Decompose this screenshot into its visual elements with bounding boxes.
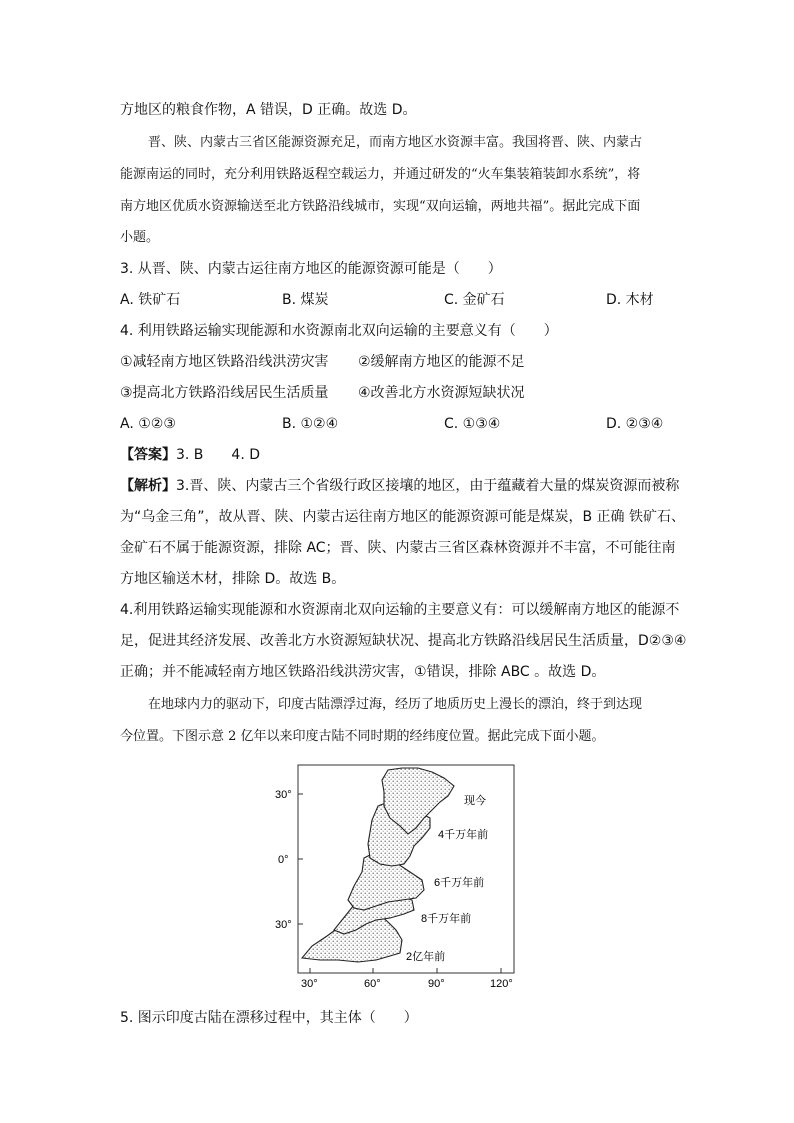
q4-item-2: ②缓解南方地区的能源不足 — [358, 354, 525, 370]
x-tick-label-1: 30° — [301, 978, 318, 990]
q4-item-4: ④改善北方水资源短缺状况 — [358, 385, 525, 401]
q3-option-d: D. 木材 — [606, 292, 654, 308]
analysis-line-3: 金矿石不属于能源资源，排除 AC；晋、陕、内蒙古三省区森林资源并不丰富，不可能往南 — [120, 540, 676, 556]
q3-option-a: A. 铁矿石 — [120, 292, 181, 308]
x-tick-label-3: 90° — [428, 978, 445, 990]
label-80ma: 8千万年前 — [421, 913, 472, 925]
x-tick-label-2: 60° — [364, 978, 381, 990]
y-tick-label-2: 0° — [278, 854, 289, 866]
passage1-line-2: 能源南运的同时，充分利用铁路返程空载运力，并通过研发的“火车集装箱装卸水系统”，将 — [120, 167, 641, 182]
answer-label: 【答案】 — [120, 447, 176, 463]
analysis-line-5: 4.利用铁路运输实现能源和水资源南北双向运输的主要意义有：可以缓解南方地区的能源不 — [120, 602, 680, 618]
y-tick-label-1: 30° — [275, 789, 292, 801]
q4-option-b: B. ①②④ — [282, 416, 339, 432]
passage1-line-4: 小题。 — [120, 230, 160, 245]
q4-option-a: A. ①②③ — [120, 416, 176, 432]
y-tick-label-3: 30° — [275, 919, 292, 931]
label-40ma: 4千万年前 — [438, 829, 489, 841]
passage1-line-1: 晋、陕、内蒙古三省区能源资源充足，而南方地区水资源丰富。我国将晋、陕、内蒙古 — [148, 135, 643, 150]
analysis-line-2: 为“乌金三角”，故从晋、陕、内蒙古运往南方地区的能源资源可能是煤炭，B 正确 铁矿石、 — [120, 509, 686, 525]
label-60ma: 6千万年前 — [434, 877, 485, 889]
passage2-line-1: 在地球内力的驱动下，印度古陆漂浮过海，经历了地质历史上漫长的漂泊，终于到达现 — [148, 697, 643, 712]
q4-option-d: D. ②③④ — [606, 416, 664, 432]
india-drift-map-figure — [272, 760, 516, 992]
q3-option-c: C. 金矿石 — [444, 292, 505, 308]
analysis-line-6: 足，促进其经济发展、改善北方水资源短缺状况、提高北方铁路沿线居民生活质量，D②③④ — [120, 633, 687, 649]
answer-line — [120, 445, 260, 465]
analysis-line-7: 正确；并不能减轻南方地区铁路沿线洪涝灾害，①错误，排除 ABC 。故选 D。 — [120, 664, 606, 680]
analysis-line-1 — [120, 476, 679, 496]
analysis-label: 【解析】 — [120, 478, 176, 494]
india-drift-map — [272, 760, 516, 992]
q5-stem: 5. 图示印度古陆在漂移过程中，其主体（ ） — [120, 1010, 418, 1026]
label-present: 现今 — [464, 795, 486, 807]
q4-item-1: ①减轻南方地区铁路沿线洪涝灾害 — [120, 354, 329, 370]
q3-option-b: B. 煤炭 — [282, 292, 329, 308]
q4-stem: 4. 利用铁路运输实现能源和水资源南北双向运输的主要意义有（ ） — [120, 323, 558, 339]
analysis-line-4: 方地区输送木材，排除 D。故选 B。 — [120, 571, 346, 587]
intro-end-text: 方地区的粮食作物，A 错误，D 正确。故选 D。 — [120, 102, 417, 118]
analysis-text-1: 3.晋、陕、内蒙古三个省级行政区接壤的地区，由于蕴藏着大量的煤炭资源而被称 — [176, 478, 680, 494]
passage2-line-2: 今位置。下图示意 2 亿年以来印度古陆不同时期的经纬度位置。据此完成下面小题。 — [120, 729, 605, 744]
q4-option-c: C. ①③④ — [444, 416, 501, 432]
passage1-line-3: 南方地区优质水资源输送至北方铁路沿线城市，实现“双向运输，两地共福”。据此完成下面 — [120, 199, 641, 214]
q4-item-3: ③提高北方铁路沿线居民生活质量 — [120, 385, 329, 401]
x-tick-label-4: 120° — [490, 978, 513, 990]
q3-stem: 3. 从晋、陕、内蒙古运往南方地区的能源资源可能是（ ） — [120, 261, 502, 277]
answer-text: 3. B 4. D — [176, 447, 260, 463]
label-200ma: 2亿年前 — [406, 951, 446, 963]
